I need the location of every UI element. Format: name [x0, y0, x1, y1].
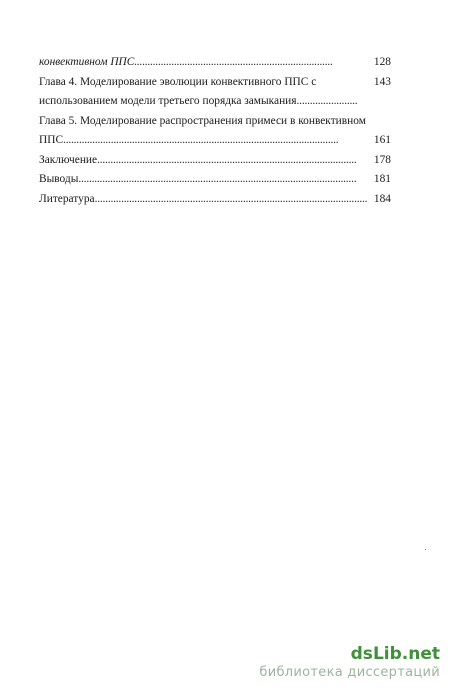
toc-entry-title: Глава 5. Моделирование распространения примеси в конвективном — [39, 114, 366, 127]
toc-page-number: 161 — [373, 134, 391, 146]
toc-entry — [39, 131, 391, 151]
toc-entry — [39, 170, 391, 190]
toc-leader-dots: ........................................................................... — [134, 56, 333, 68]
toc-entry-title: Заключение — [39, 153, 98, 166]
toc-entry-title: конвективном ППС — [39, 56, 135, 68]
table-of-contents — [39, 53, 391, 209]
toc-leader-dots: ....................................................................................................... — [94, 192, 368, 205]
toc-page-number: 143 — [373, 75, 391, 88]
toc-entry-title: ППС — [39, 134, 64, 146]
watermark — [259, 644, 440, 681]
toc-leader-dots: ........................................................................................................ — [63, 134, 339, 146]
watermark-logo: dsLib.net — [350, 644, 440, 664]
toc-entry-title: Литература — [39, 192, 95, 205]
toc-entry — [39, 73, 391, 93]
toc-page-number: 181 — [373, 173, 391, 185]
toc-page-number: 184 — [373, 192, 391, 205]
toc-entry-title: Выводы — [39, 173, 79, 185]
toc-entry — [39, 190, 391, 210]
toc-leader-dots: ......................................................................................................... — [78, 173, 357, 185]
watermark-subtitle: библиотека диссертаций — [259, 665, 440, 680]
toc-entry — [39, 151, 391, 171]
toc-entry — [39, 112, 391, 132]
toc-page-number: 128 — [373, 56, 391, 68]
toc-entry — [39, 92, 391, 112]
toc-entry-title: Глава 4. Моделирование эволюции конвективного ППС с — [39, 75, 317, 88]
toc-leader-dots: .................................................................................................. — [97, 153, 357, 166]
toc-entry — [39, 53, 391, 73]
toc-leader-dots: ....................... — [296, 95, 358, 107]
scan-speck — [425, 549, 426, 550]
toc-entry-title: использованием модели третьего порядка замыкания — [39, 95, 297, 107]
toc-page-number: 178 — [373, 153, 391, 166]
